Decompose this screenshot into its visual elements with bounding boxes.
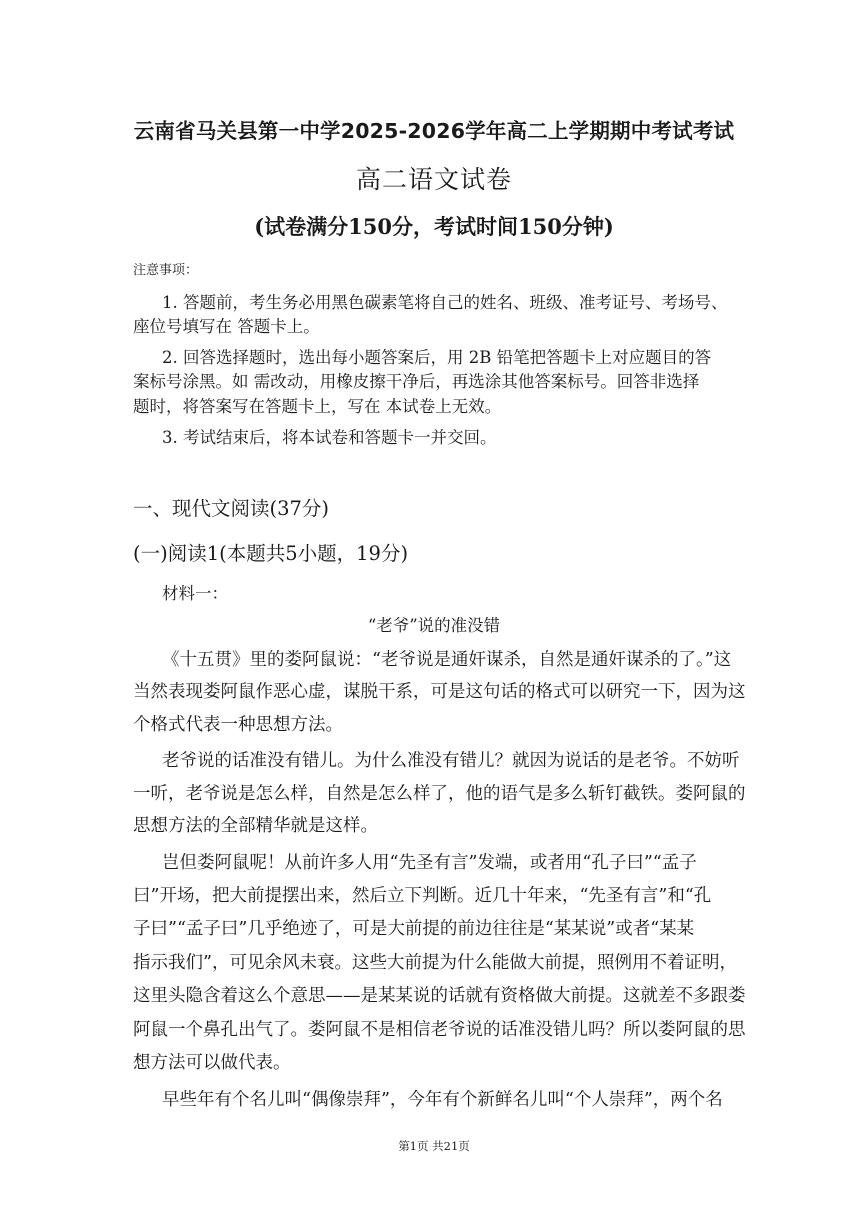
notice-line: 案标号涂黑。如 需改动，用橡皮擦干净后，再选涂其他答案标号。回答非选择 [133, 372, 700, 391]
page-footer: 第1页 共21页 [398, 1139, 470, 1153]
body-line: 老爷说的话准没有错儿。为什么准没有错儿？就因为说话的是老爷。不妨听 [162, 751, 740, 771]
notice-line: 座位号填写在 答题卡上。 [133, 317, 320, 336]
material-label: 材料一： [162, 584, 228, 603]
body-line: 子曰”“孟子曰”几乎绝迹了，可是大前提的前边往往是“某某说”或者“某某 [133, 919, 695, 939]
body-line: 个格式代表一种思想方法。 [133, 715, 343, 735]
notice-line: 2. 回答选择题时，选出每小题答案后，用 2B 铅笔把答题卡上对应题目的答 [162, 348, 712, 367]
body-line: 这里头隐含着这么个意思——是某某说的话就有资格做大前提。这就差不多跟娄 [133, 986, 746, 1006]
subsection-title: (一)阅读1(本题共5小题，19分) [133, 542, 409, 565]
notice-line: 题时，将答案写在答题卡上，写在 本试卷上无效。 [133, 397, 502, 416]
body-line: 岂但娄阿鼠呢！从前许多人用“先圣有言”发端，或者用“孔子曰”“孟子 [162, 853, 697, 873]
body-line: 当然表现娄阿鼠作恶心虚，谋脱干系，可是这句话的格式可以研究一下，因为这 [133, 682, 746, 702]
subject-title: 高二语文试卷 [355, 165, 512, 194]
notice-line: 1. 答题前，考生务必用黑色碳素笔将自己的姓名、班级、准考证号、考场号、 [162, 293, 728, 312]
body-line: 思想方法的全部精华就是这样。 [133, 816, 378, 836]
notice-heading: 注意事项： [133, 263, 199, 278]
section-title: 一、现代文阅读(37分) [133, 497, 330, 520]
exam-title: 云南省马关县第一中学2025-2026学年高二上学期期中考试考试 [133, 119, 735, 143]
notice-line: 3. 考试结束后，将本试卷和答题卡一并交回。 [162, 428, 497, 447]
body-line: 早些年有个名儿叫“偶像崇拜”，今年有个新鲜名儿叫“个人崇拜”，两个名 [162, 1090, 723, 1110]
article-title: “老爷”说的准没错 [367, 616, 501, 635]
body-line: 曰”开场，把大前提摆出来，然后立下判断。近几十年来，“先圣有言”和“孔 [133, 886, 712, 906]
body-line: 指示我们”，可见余风未衰。这些大前提为什么能做大前提，照例用不着证明， [133, 953, 737, 973]
body-line: 想方法可以做代表。 [133, 1053, 291, 1073]
exam-info: (试卷满分150分，考试时间150分钟) [254, 214, 614, 239]
body-line: 阿鼠一个鼻孔出气了。娄阿鼠不是相信老爷说的话准没错儿吗？所以娄阿鼠的思 [133, 1020, 746, 1040]
body-line: 一听，老爷说是怎么样，自然是怎么样了，他的语气是多么斩钉截铁。娄阿鼠的 [133, 784, 746, 804]
body-line: 《十五贯》里的娄阿鼠说：“老爷说是通奸谋杀，自然是通奸谋杀的了。”这 [162, 650, 732, 670]
